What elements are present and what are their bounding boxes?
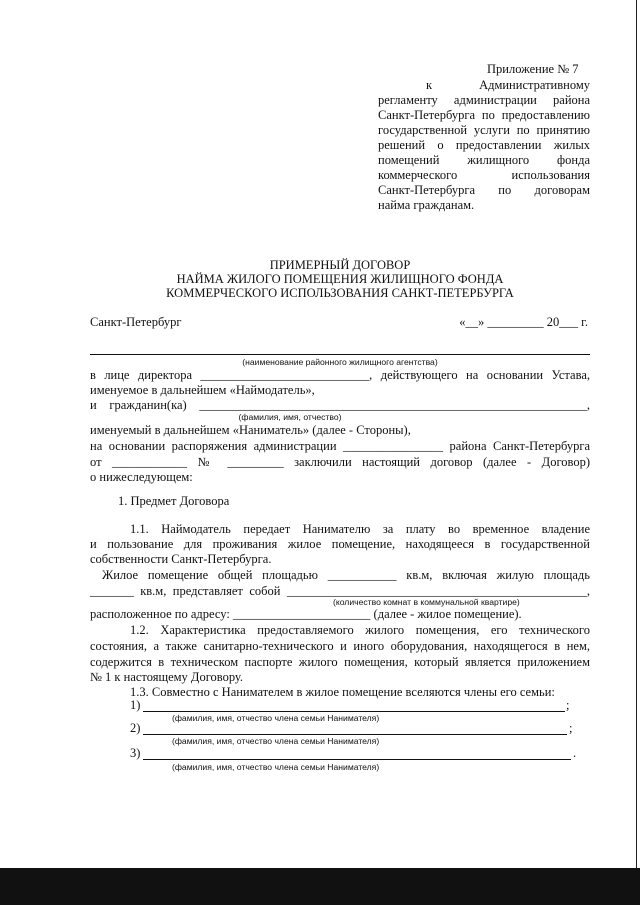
landlord-line: именуемое в дальнейшем «Наймодатель», [90,383,315,397]
scan-edge-line [636,0,637,868]
p11-line2: и пользование для проживания жилое помещение, находящееся в государственной [90,537,590,551]
p12-line1: 1.2. Характеристика предоставляемого жилого помещения, его технического [130,623,590,637]
following-line: о нижеследующем: [90,470,193,484]
appendix-line: коммерческого использования [378,168,590,182]
p12-line4: № 1 к настоящему Договору. [90,670,244,684]
member-end: . [573,746,577,760]
member-number: 2) [130,721,141,735]
appendix-line: найма гражданам. [378,198,475,212]
area-line1: Жилое помещение общей площадью ___________ кв.м, включая жилую площадь [102,568,590,582]
appendix-line: государственной услуги по принятию [378,123,590,137]
order-number-line: от ____________ № _________ заключили настоящий договор (далее - Договор) [90,455,590,469]
appendix-line: регламенту администрации района [378,93,590,107]
appendix-line: Санкт-Петербурга по предоставлению [378,108,590,122]
tenant-line: именуемый в дальнейшем «Наниматель» (далее - Стороны), [90,423,411,437]
contract-heading-line2: НАЙМА ЖИЛОГО ПОМЕЩЕНИЯ ЖИЛИЩНОГО ФОНДА [176,272,504,286]
section1-title: 1. Предмет Договора [118,494,230,508]
member-name-line [143,734,567,735]
member-name-line [143,711,565,712]
appendix-line: к Административному [426,78,590,92]
appendix-block [378,78,590,213]
member-end: ; [569,721,573,735]
contract-heading-line3: КОММЕРЧЕСКОГО ИСПОЛЬЗОВАНИЯ САНКТ-ПЕТЕРБУРГА [166,286,514,300]
member-name-line [143,759,571,760]
city: Санкт-Петербург [90,315,182,329]
member-caption: (фамилия, имя, отчество члена семьи Нанимателя) [172,736,380,746]
p11-line3: собственности Санкт-Петербурга. [90,552,272,566]
p12-line2: состояния, а также санитарно-технического и иного оборудования, находящегося в нем, [90,639,590,653]
director-line: в лице директора ___________________________, действующего на основании Устава, [90,368,590,382]
fio-caption: (фамилия, имя, отчество) [238,412,342,422]
member-caption: (фамилия, имя, отчество члена семьи Нанимателя) [172,762,380,772]
area-line2: _______ кв.м, представляет собой ________________________________________________, [90,584,590,598]
member-number: 3) [130,746,141,760]
contract-heading-line1: ПРИМЕРНЫЙ ДОГОВОР [269,258,411,272]
scan-bottom-band [0,868,640,905]
appendix-line: Санкт-Петербурга по договорам [378,183,590,197]
member-caption: (фамилия, имя, отчество члена семьи Нанимателя) [172,713,380,723]
rooms-caption: (количество комнат в коммунальной квартире) [333,597,520,607]
appendix-line: решений о предоставлении жилых [378,138,590,152]
appendix-line: помещений жилищного фонда [378,153,590,167]
member-end: ; [566,698,570,712]
member-number: 1) [130,698,141,712]
citizen-line: и гражданин(ка) ______________________________________________________________, [90,398,590,412]
agency-name-line [90,354,590,355]
p13-title: 1.3. Совместно с Нанимателем в жилое помещение вселяются члены его семьи: [130,685,555,699]
p12-line3: содержится в техническом паспорте жилого помещения, который является приложением [90,655,590,669]
contract-date: «__» _________ 20___ г. [459,315,588,329]
basis-line: на основании распоряжения администрации ________________ района Санкт-Петербурга [90,439,590,453]
p11-line1: 1.1. Наймодатель передает Нанимателю за плату во временное владение [130,522,590,536]
appendix-title: Приложение № 7 [487,62,579,76]
agency-caption: (наименование районного жилищного агентства) [242,357,438,367]
address-line: расположенное по адресу: ______________________ (далее - жилое помещение). [90,607,522,621]
